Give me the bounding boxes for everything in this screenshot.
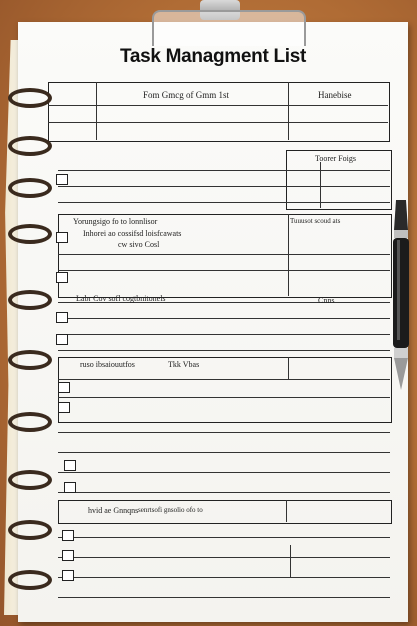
section-4-line xyxy=(58,334,390,335)
section-6-line xyxy=(58,452,390,453)
task-checkbox[interactable] xyxy=(56,312,68,323)
section-3-line xyxy=(58,254,390,255)
binder-ring xyxy=(8,412,52,432)
section-3-right-label: Tuuusot scoud ats xyxy=(290,217,341,225)
header-table-row-line xyxy=(48,122,388,123)
binder-ring xyxy=(8,290,52,310)
header-right-label: Hanebise xyxy=(318,90,352,100)
binder-ring xyxy=(8,350,52,370)
section-3-col-line xyxy=(288,214,289,296)
header-table-col-line xyxy=(288,82,289,140)
binder-ring xyxy=(8,570,52,590)
section-4-left-label: Labr Cov sofl cogtbnitonels xyxy=(76,294,166,303)
section-2-line xyxy=(58,170,390,171)
section-6-line xyxy=(58,432,390,433)
task-checkbox[interactable] xyxy=(56,174,68,185)
header-left-label: Fom Gmcg of Gmm 1st xyxy=(143,90,230,100)
section-2-line xyxy=(58,202,390,203)
header-table-col-line xyxy=(96,82,97,140)
bottom-line xyxy=(58,577,390,578)
binder-ring xyxy=(8,136,52,156)
section-4-right-label: Cnns xyxy=(318,296,335,305)
task-checkbox[interactable] xyxy=(64,482,76,493)
binder-ring xyxy=(8,224,52,244)
section-4-line xyxy=(58,350,390,351)
checklist-paper xyxy=(18,22,408,622)
section-3-table xyxy=(58,214,392,298)
section-3-left-label: Yorungsigo fo to lonnlisor xyxy=(73,217,158,226)
section-6-col-line xyxy=(286,500,287,522)
task-checkbox[interactable] xyxy=(62,570,74,581)
binder-ring xyxy=(8,520,52,540)
binder-ring xyxy=(8,470,52,490)
task-checkbox[interactable] xyxy=(62,550,74,561)
section-5-mid-label: Tkk Vbas xyxy=(168,360,200,369)
bottom-line xyxy=(58,537,390,538)
section-5-line xyxy=(58,379,390,380)
bottom-line xyxy=(58,597,390,598)
bottom-col-line xyxy=(290,545,291,577)
task-checkbox[interactable] xyxy=(62,530,74,541)
section-3-item-2: cw sivo Cosl xyxy=(118,240,160,249)
task-checkbox[interactable] xyxy=(58,402,70,413)
section-3-item-1: Inhorei ao cossifsd loisfcawats xyxy=(83,229,182,238)
header-table-row-line xyxy=(48,105,388,106)
pen-icon xyxy=(388,200,414,400)
task-checkbox[interactable] xyxy=(64,460,76,471)
task-checkbox[interactable] xyxy=(58,382,70,393)
section-2-right-label: Toorer Foigs xyxy=(315,154,356,163)
page-title: Task Managment List xyxy=(119,46,307,67)
section-4-line xyxy=(58,318,390,319)
bottom-line xyxy=(58,557,390,558)
binder-ring xyxy=(8,178,52,198)
section-2-line xyxy=(58,186,390,187)
section-5-col-line xyxy=(288,357,289,379)
section-6-line xyxy=(58,472,390,473)
section-6-left-label: hvid ae Gnnqns xyxy=(88,506,139,515)
section-6-line xyxy=(58,492,390,493)
task-checkbox[interactable] xyxy=(56,334,68,345)
task-checkbox[interactable] xyxy=(56,272,68,283)
binder-ring xyxy=(8,88,52,108)
section-3-line xyxy=(58,270,390,271)
section-5-left-label: ruso ibsaiouutfos xyxy=(80,360,135,369)
section-5-line xyxy=(58,397,390,398)
section-6-mid-label: senrtsofi gnsolio ofo to xyxy=(138,506,203,514)
clipboard-clip xyxy=(152,10,306,46)
task-checkbox[interactable] xyxy=(56,232,68,243)
